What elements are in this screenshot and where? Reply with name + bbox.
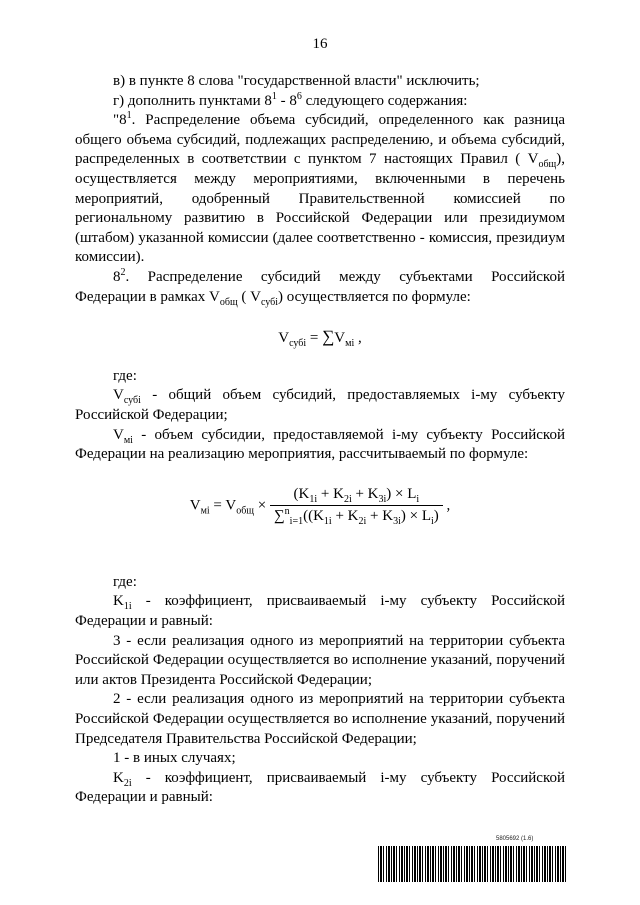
k1-option-1: 1 - в иных случаях; — [113, 750, 236, 767]
formula-numerator: $(K_{1i} + K_{2i} + K_{3i}) \times L_i$ — [270, 485, 443, 507]
paragraph-8-2: $8^2$. Распределение субсидий между субъектами Российской Федерации в рамках $V_{общ}$ ( $V_{субi}$) осуществляется по формуле: — [75, 266, 565, 308]
definition-k2: $K_{2i}$ - коэффициент, присваиваемый i-му субъекту Российской Федерации и равный: — [75, 769, 565, 806]
barcode-image — [378, 846, 568, 882]
k1-option-2: 2 - если реализация одного из мероприятий на территории субъекта Российской Федерации осуществляется во исполнение указаний, поручений Председателя Правительства Российской Федерации; — [75, 691, 565, 747]
k1-option-3: 3 - если реализация одного из мероприятий на территории субъекта Российской Федерации осуществляется во исполнение указаний, поручений или актов Президента Российской Федерации; — [75, 632, 565, 688]
formula-denominator: $\sum^n_{i=1}((K_{1i} + K_{2i} + K_{3i}) \times L_i)$ — [273, 506, 439, 528]
page-number: 16 — [312, 36, 328, 52]
formula-fraction — [270, 485, 443, 527]
definition-v-sub-i: $V_{субi}$ - общий объем субсидий, предоставляемых i-му субъекту Российской Федерации; — [75, 387, 565, 423]
item-g: г) дополнить пунктами $8^1 - 8^6$ следующего содержания: — [113, 90, 468, 109]
definition-k1: $K_{1i}$ - коэффициент, присваиваемый i-му субъекту Российской Федерации и равный: — [75, 593, 565, 630]
where-label-2: где: — [113, 573, 137, 590]
paragraph-8-1: "$8^1$. Распределение объема субсидий, определенного как разница общего объема субсидий, подлежащих распределению, и объема субсидий, распределенных в соответствии с пунктом 7 настоящих Правил ( $V_{общ}$), осуществляется между мероприятиями, включенными в перечень мероприятий, одобренный Правительственной комиссией по региональному развитию в Российской Федерации или президиумом (штабом) указанной комиссии (далее соответственно - комиссия, президиум комиссии). — [75, 110, 565, 266]
formula-v-m-i: $V_{мi} = V_{общ}$ × $\frac{(K_{1i} + K_{2i} + K_{3i}) \times L_i}{\sum^n_{i=1}((K_{1i} + K_{2i} + K_{3i}) \times L_i)}$ , — [189, 485, 451, 528]
document-body — [75, 72, 565, 808]
formula-v-sub-i: $V_{субi} = \sum V_{мi}$ , — [278, 327, 362, 350]
definition-v-m-i: $V_{мi}$ - объем субсидии, предоставляемой i-му субъекту Российской Федерации на реализацию мероприятия, рассчитываемый по формуле: — [75, 426, 565, 463]
document-code: 5805692 (1.6) — [496, 836, 534, 842]
where-label-1: где: — [113, 367, 137, 384]
item-v: в) в пункте 8 слова "государственной власти" исключить; — [113, 73, 480, 89]
